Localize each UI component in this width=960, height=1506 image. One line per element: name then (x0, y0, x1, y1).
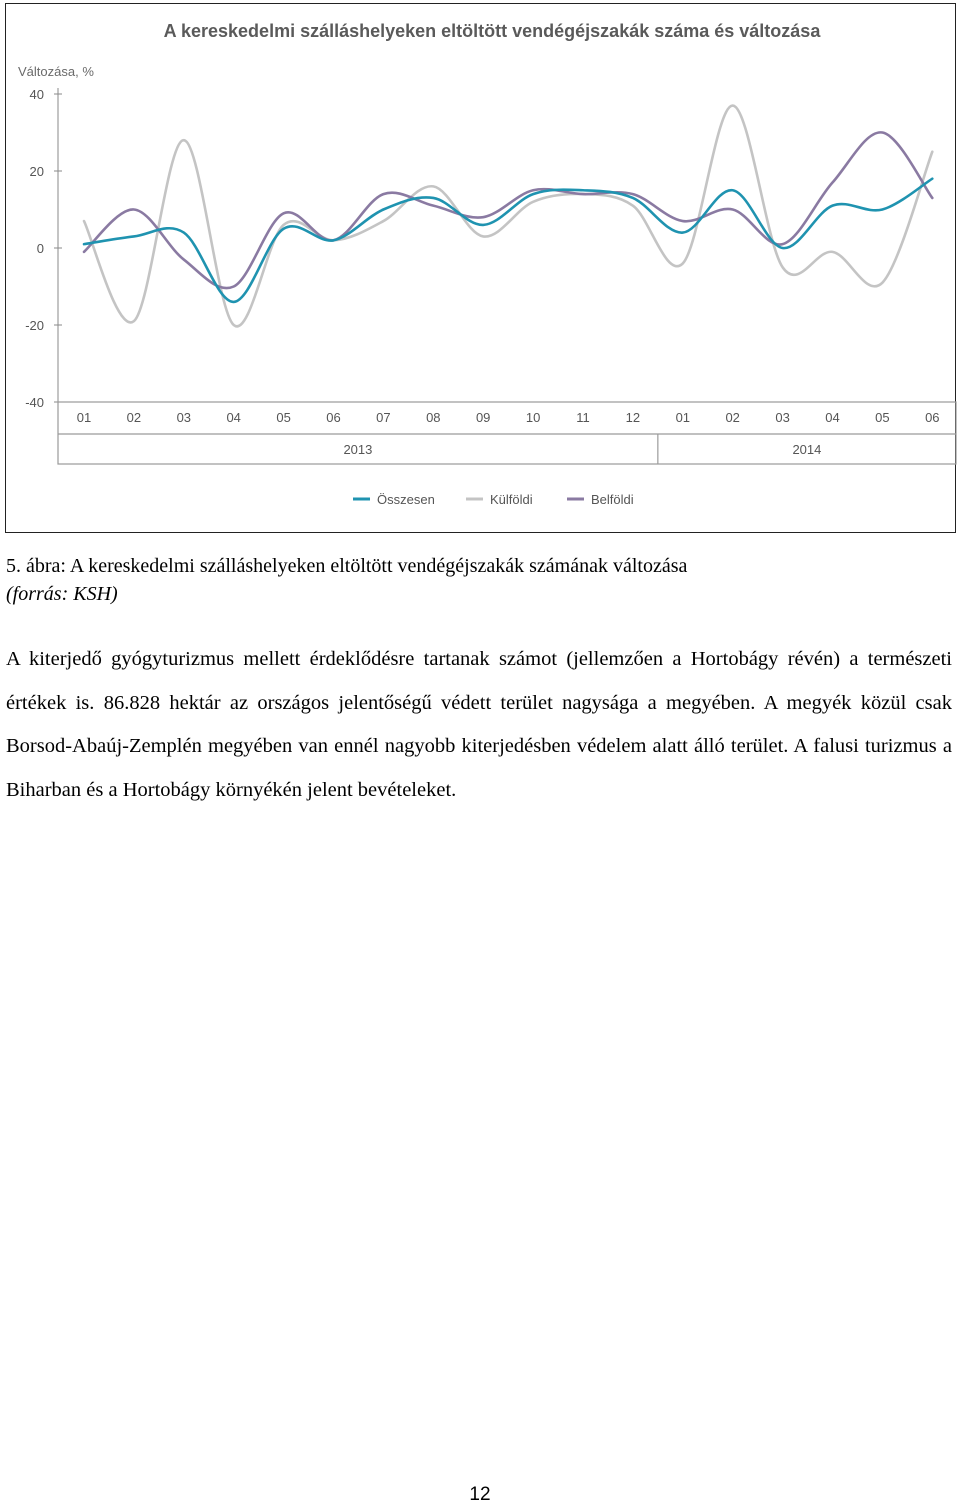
x-tick-label: 06 (925, 410, 940, 425)
x-tick-label: 12 (625, 410, 641, 425)
y-axis-label: Változása, % (18, 64, 94, 79)
y-tick-label: 20 (29, 164, 44, 179)
x-tick-label: 02 (126, 410, 142, 425)
x-tick-label: 04 (825, 410, 840, 425)
body-paragraph (6, 638, 952, 812)
chart-figure (5, 3, 956, 533)
x-tick-label: 07 (376, 410, 391, 425)
caption-source: (forrás: KSH) (6, 583, 118, 605)
x-tick-label: 02 (725, 410, 740, 425)
x-tick-label: 09 (475, 410, 491, 425)
caption-text: 5. ábra: A kereskedelmi szálláshelyeken eltöltött vendégéjszakák számának változása (6, 555, 688, 577)
page-number: 12 (469, 1484, 491, 1505)
x-tick-label: 01 (76, 410, 92, 425)
x-tick-label: 04 (226, 410, 241, 425)
x-tick-label: 03 (775, 410, 790, 425)
x-tick-label: 05 (276, 410, 291, 425)
year-label: 2013 (343, 442, 373, 457)
figure-caption (6, 552, 956, 608)
y-tick-label: 40 (29, 87, 44, 102)
y-tick-label: -40 (25, 395, 44, 410)
y-tick-label: 0 (36, 241, 44, 256)
paragraph-text: A kiterjedő gyógyturizmus mellett érdeklődésre tartanak számot (jellemzően a Hortobágy révén) a természeti értékek is. 86.828 hektár az országos jelentőségű védett terület nagysága a megyében. A megyék közül csak Borsod-Abaúj-Zemplén megyében van ennél nagyobb kiterjedésben védelem alatt álló terület. A falusi turizmus a Biharban és a Hortobágy környékén jelent bevételeket. (6, 648, 952, 801)
line-chart (6, 4, 957, 534)
x-tick-label: 11 (576, 410, 590, 425)
year-label: 2014 (792, 442, 822, 457)
x-tick-label: 03 (176, 410, 192, 425)
x-tick-label: 05 (875, 410, 890, 425)
x-tick-label: 10 (525, 410, 541, 425)
series-line-külföldi (84, 106, 932, 327)
x-tick-label: 08 (426, 410, 441, 425)
y-tick-label: -20 (25, 318, 44, 333)
chart-title: A kereskedelmi szálláshelyeken eltöltött vendégéjszakák száma és változása (163, 21, 821, 41)
legend-label: Külföldi (490, 492, 533, 507)
x-tick-label: 06 (326, 410, 341, 425)
x-tick-label: 01 (675, 410, 691, 425)
legend-label: Belföldi (591, 492, 634, 507)
legend-label: Összesen (377, 492, 435, 507)
